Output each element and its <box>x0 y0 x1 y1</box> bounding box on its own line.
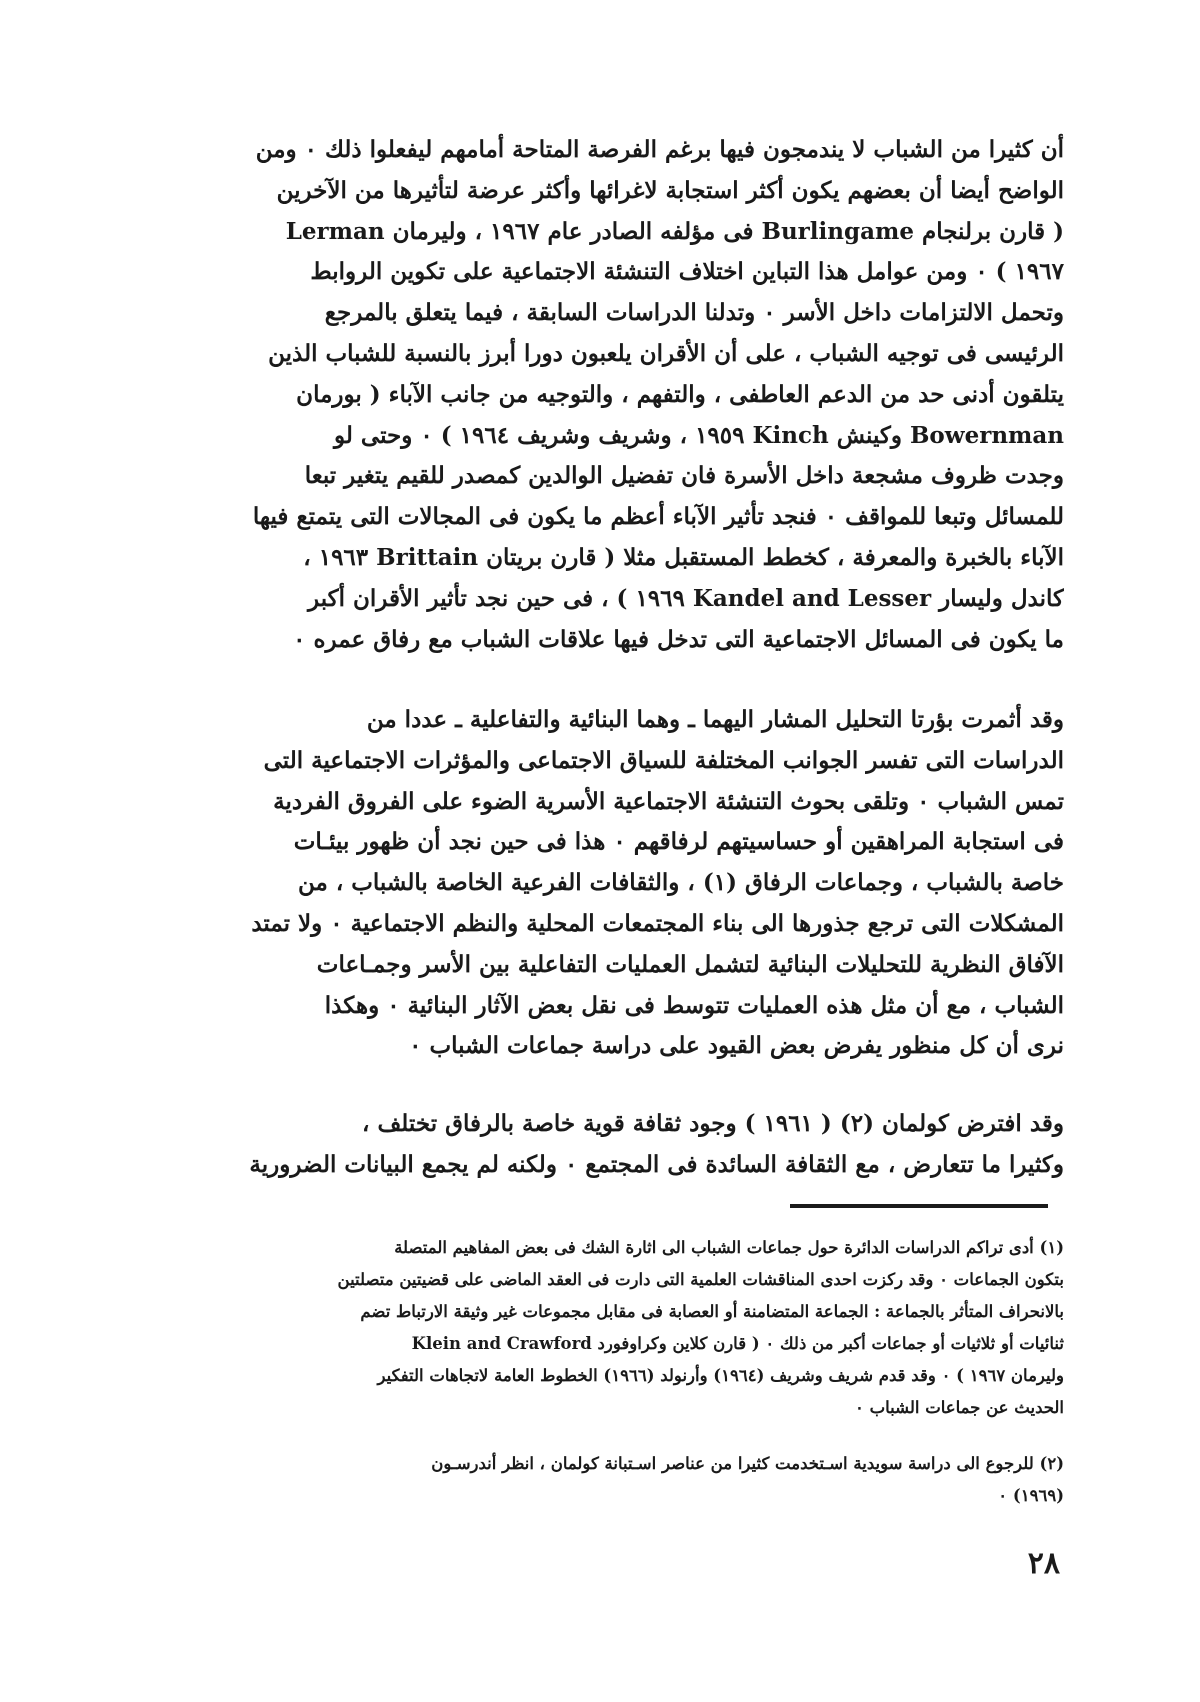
text-line: Bowernman وكينش Kinch ١٩٥٩ ، وشريف وشريف ١٩٦٤ ) ٠ وحتى لو <box>334 421 1064 449</box>
text-line: كاندل وليسار Kandel and Lesser ١٩٦٩ ) ، فى حين نجد تأثير الأقران أكبر <box>308 584 1064 612</box>
text-line: الآباء بالخبرة والمعرفة ، كخطط المستقبل مثلا ( قارن بريتان Brittain ١٩٦٣ ، <box>303 543 1064 571</box>
footnote-line: بتكون الجماعات ٠ وقد ركزت احدى المناقشات العلمية التى دارت فى العقد الماضى على قضيتين متصلتين <box>337 1270 1064 1289</box>
text-line: وتحمل الالتزامات داخل الأسر ٠ وتدلنا الدراسات السابقة ، فيما يتعلق بالمرجع <box>324 299 1064 327</box>
text-line: يتلقون أدنى حد من الدعم العاطفى ، والتفهم ، والتوجيه من جانب الآباء ( بورمان <box>296 380 1064 408</box>
text-line: ( قارن برلنجام Burlingame فى مؤلفه الصادر عام ١٩٦٧ ، وليرمان Lerman <box>285 217 1064 245</box>
page-number: ٢٨ <box>1027 1546 1060 1581</box>
footnote-line: الحديث عن جماعات الشباب ٠ <box>854 1398 1064 1417</box>
footnote-line: (١٩٦٩) ٠ <box>998 1486 1064 1505</box>
text-line: المشكلات التى ترجع جذورها الى بناء المجتمعات المحلية والنظم الاجتماعية ٠ ولا تمتد <box>251 909 1064 937</box>
footnote-line: بالانحراف المتأثر بالجماعة : الجماعة المتضامنة أو العصابة فى مقابل مجموعات غير وثيقة الارتباط تضم <box>360 1302 1064 1321</box>
text-line: الآفاق النظرية للتحليلات البنائية لتشمل العمليات التفاعلية بين الأسر وجمـاعات <box>316 950 1064 978</box>
paragraph-1 <box>152 130 1064 660</box>
text-line: تمس الشباب ٠ وتلقى بحوث التنشئة الاجتماعية الأسرية الضوء على الفروق الفردية <box>273 787 1064 815</box>
text-line: الرئيسى فى توجيه الشباب ، على أن الأقران يلعبون دورا أبرز بالنسبة للشباب الذين <box>268 339 1064 367</box>
text-line: وكثيرا ما تتعارض ، مع الثقافة السائدة فى المجتمع ٠ ولكنه لم يجمع البيانات الضرورية <box>249 1150 1064 1178</box>
text-line: وقد أثمرت بؤرتا التحليل المشار اليهما ـ وهما البنائية والتفاعلية ـ عددا من <box>366 706 1064 733</box>
paragraph-2 <box>152 700 1064 1067</box>
text-line: الدراسات التى تفسر الجوانب المختلفة للسياق الاجتماعى والمؤثرات الاجتماعية التى <box>263 746 1064 774</box>
text-line: ١٩٦٧ ) ٠ ومن عوامل هذا التباين اختلاف التنشئة الاجتماعية على تكوين الروابط <box>310 258 1064 286</box>
text-line: وقد افترض كولمان (٢) ( ١٩٦١ ) وجود ثقافة قوية خاصة بالرفاق تختلف ، <box>362 1110 1064 1137</box>
footnote-line: (٢) للرجوع الى دراسة سويدية اسـتخدمت كثيرا من عناصر اسـتبانة كولمان ، انظر أندرسـون <box>431 1454 1064 1473</box>
text-line: الشباب ، مع أن مثل هذه العمليات تتوسط فى نقل بعض الآثار البنائية ٠ وهكذا <box>324 991 1064 1019</box>
footnote-2 <box>152 1448 1064 1512</box>
text-line: أن كثيرا من الشباب لا يندمجون فيها برغم الفرصة المتاحة أمامهم ليفعلوا ذلك ٠ ومن <box>255 136 1064 163</box>
text-line: وجدت ظروف مشجعة داخل الأسرة فان تفضيل الوالدين كمصدر للقيم يتغير تبعا <box>304 462 1064 490</box>
footnote-line: وليرمان ١٩٦٧ ) ٠ وقد قدم شريف وشريف (١٩٦٤) وأرنولد (١٩٦٦) الخطوط العامة لاتجاهات التفكير <box>377 1366 1064 1385</box>
text-line: ما يكون فى المسائل الاجتماعية التى تدخل فيها علاقات الشباب مع رفاق عمره ٠ <box>293 625 1064 653</box>
footnote-1 <box>152 1232 1064 1424</box>
text-line: الواضح أيضا أن بعضهم يكون أكثر استجابة لاغرائها وأكثر عرضة لتأثيرها من الآخرين <box>276 176 1064 204</box>
footnote-line: (١) أدى تراكم الدراسات الدائرة حول جماعات الشباب الى اثارة الشك فى بعض المفاهيم المتصلة <box>394 1238 1064 1257</box>
text-line: فى استجابة المراهقين أو حساسيتهم لرفاقهم ٠ هذا فى حين نجد أن ظهور بيئـات <box>293 828 1064 856</box>
paragraph-3 <box>152 1104 1064 1186</box>
text-line: خاصة بالشباب ، وجماعات الرفاق (١) ، والثقافات الفرعية الخاصة بالشباب ، من <box>298 869 1064 897</box>
footnote-line: ثنائيات أو ثلاثيات أو جماعات أكبر من ذلك ٠ ( قارن كلاين وكراوفورد Klein and Crawford <box>411 1334 1064 1353</box>
footnote-divider <box>790 1204 1048 1208</box>
text-line: نرى أن كل منظور يفرض بعض القيود على دراسة جماعات الشباب ٠ <box>409 1032 1064 1060</box>
text-line: للمسائل وتبعا للمواقف ٠ فنجد تأثير الآباء أعظم ما يكون فى المجالات التى يتمتع فيها <box>252 503 1064 531</box>
